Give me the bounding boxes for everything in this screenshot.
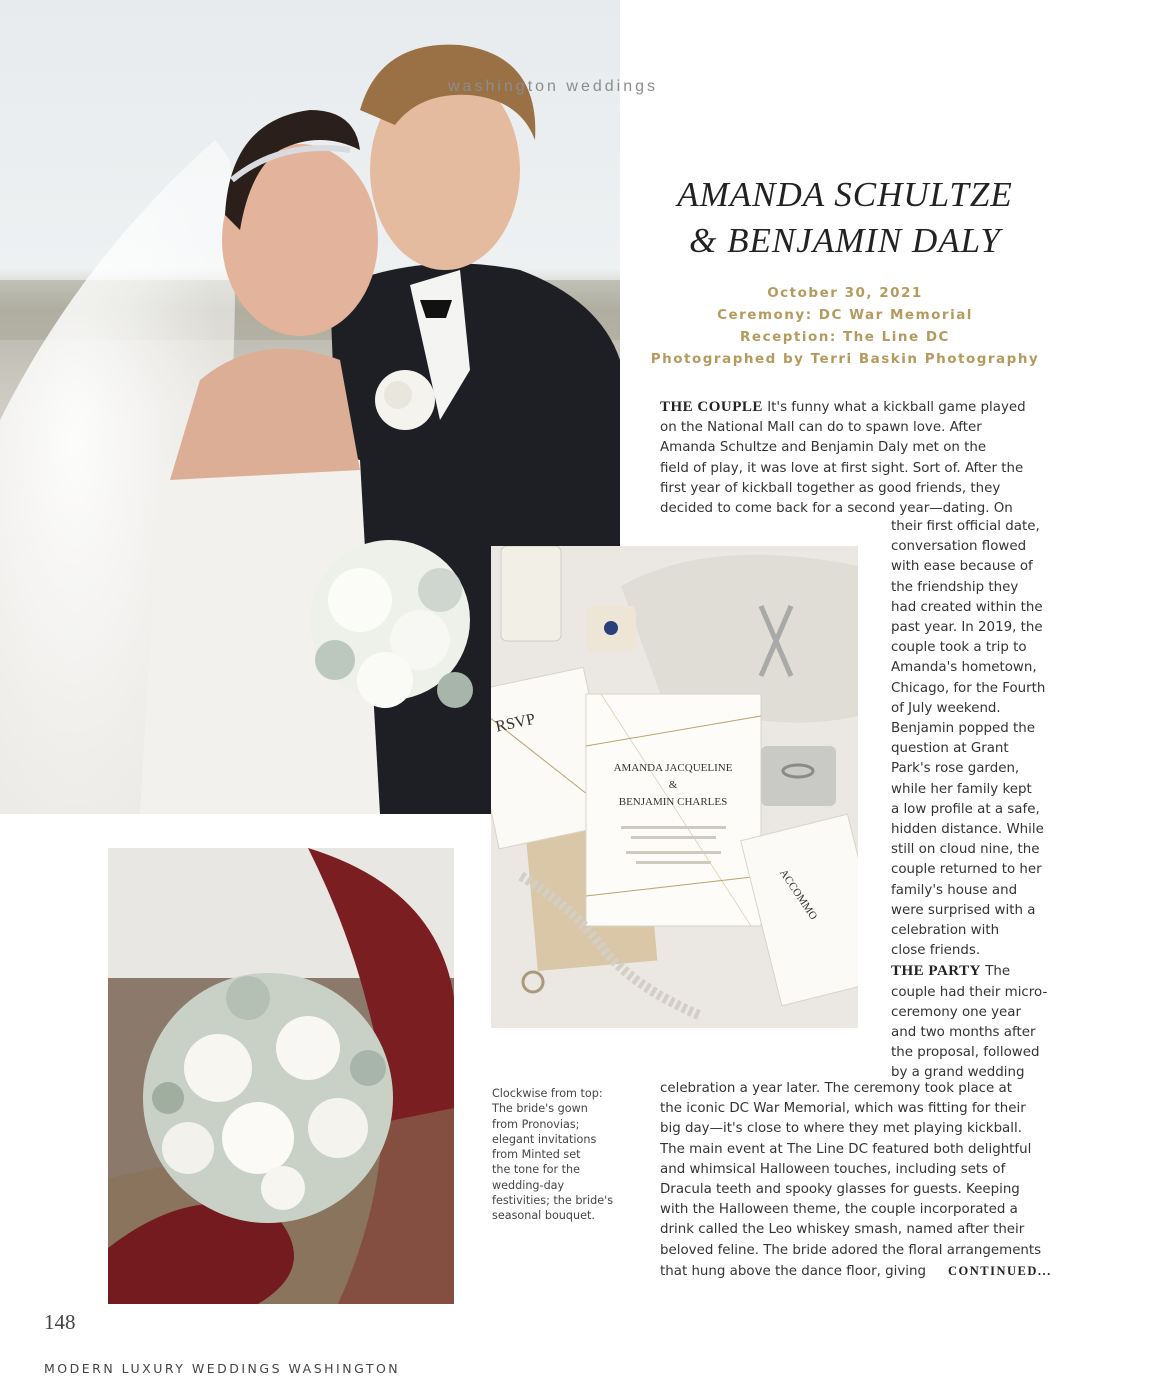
body-column-top: [660, 397, 1026, 519]
body-line: The main event at The Line DC featured both delightful: [660, 1141, 1032, 1157]
body-line: on the National Mall can do to spawn love. After: [660, 420, 982, 436]
body-line: were surprised with a: [891, 902, 1036, 918]
photo-caption: [492, 1086, 632, 1224]
caption-line: wedding-day: [492, 1178, 565, 1192]
invitation-flatlay-photo: [491, 546, 858, 1028]
body-line: past year. In 2019, the: [891, 620, 1043, 636]
body-line: their first official date,: [891, 519, 1040, 534]
body-line: conversation flowed: [891, 539, 1027, 555]
body-line: the proposal, followed: [891, 1045, 1040, 1061]
caption-line: elegant invitations: [492, 1132, 597, 1146]
caption-line: festivities; the bride's: [492, 1194, 614, 1208]
body-column-right: [891, 517, 1047, 1084]
body-line: Amanda Schultze and Benjamin Daly met on the: [660, 440, 987, 456]
body-line: with ease because of: [891, 559, 1033, 575]
body-line: celebration a year later. The ceremony took place at: [660, 1081, 1012, 1096]
flatlay-illustration: [491, 546, 858, 1028]
body-line: big day—it's close to where they met playing kickball.: [660, 1121, 1022, 1137]
couple-heading: THE COUPLE: [660, 399, 763, 415]
body-line: couple returned to her: [891, 862, 1042, 878]
accommodation-card-text: ACCOMMO: [777, 867, 820, 923]
body-line: first year of kickball together as good friends, they: [660, 480, 1001, 496]
bouquet-photo: [108, 848, 454, 1304]
body-line: of July weekend.: [891, 700, 1001, 716]
caption-line: from Minted set: [492, 1148, 581, 1162]
ceremony-venue: Ceremony: DC War Memorial: [717, 307, 973, 323]
title-line-2: & BENJAMIN DALY: [689, 221, 1001, 260]
article-title: [640, 172, 1050, 264]
body-line: Amanda's hometown,: [891, 660, 1037, 676]
body-line: field of play, it was love at first sight. Sort of. After the: [660, 460, 1024, 476]
body-line: by a grand wedding: [891, 1065, 1025, 1081]
body-line: while her family kept: [891, 781, 1032, 797]
body-line: question at Grant: [891, 741, 1009, 757]
body-line: the iconic DC War Memorial, which was fitting for their: [660, 1101, 1026, 1117]
party-heading: THE PARTY: [891, 963, 981, 980]
body-line: the friendship they: [891, 579, 1019, 595]
section-subtitle: washington weddings: [448, 78, 658, 95]
rsvp-text: RSVP: [494, 710, 537, 736]
caption-line: from Pronovias;: [492, 1117, 580, 1131]
wedding-date: October 30, 2021: [767, 285, 923, 301]
invite-ampersand: &: [668, 779, 678, 791]
body-line: with the Halloween theme, the couple incorporated a: [660, 1202, 1018, 1218]
body-line: a low profile at a safe,: [891, 801, 1040, 817]
caption-line: The bride's gown: [492, 1102, 588, 1116]
body-line: Benjamin popped the: [891, 721, 1036, 737]
body-line: Park's rose garden,: [891, 761, 1020, 777]
reception-venue: Reception: The Line DC: [740, 329, 950, 345]
body-line: close friends.: [891, 943, 981, 959]
photographer-credit: Photographed by Terri Baskin Photography: [650, 351, 1040, 367]
body-line: still on cloud nine, the: [891, 842, 1040, 858]
invite-name-1: AMANDA JACQUELINE: [613, 762, 733, 774]
body-line: THE PARTY The: [891, 963, 1011, 980]
publication-footer: MODERN LUXURY WEDDINGS WASHINGTON: [44, 1361, 401, 1376]
body-line: and two months after: [891, 1025, 1036, 1041]
body-line: beloved feline. The bride adored the floral arrangements: [660, 1242, 1042, 1258]
body-line: decided to come back for a second year—dating. On: [660, 501, 1013, 517]
bouquet-illustration: [108, 848, 454, 1304]
body-line: ceremony one year: [891, 1004, 1022, 1020]
body-line: that hung above the dance floor, giving CONTINUED...: [660, 1263, 1052, 1279]
invite-name-2: BENJAMIN CHARLES: [618, 796, 728, 808]
body-line: Dracula teeth and spooky glasses for guests. Keeping: [660, 1182, 1020, 1198]
caption-line: seasonal bouquet.: [492, 1209, 595, 1223]
body-line: drink called the Leo whiskey smash, named after their: [660, 1222, 1025, 1238]
page-number: 148: [44, 1310, 76, 1334]
caption-line: the tone for the: [492, 1163, 580, 1177]
title-line-1: AMANDA SCHULTZE: [677, 175, 1013, 214]
caption-line: Clockwise from top:: [492, 1087, 603, 1100]
body-line: couple took a trip to: [891, 640, 1027, 656]
body-line: family's house and: [891, 882, 1018, 898]
body-line: Chicago, for the Fourth: [891, 680, 1046, 696]
body-line: THE COUPLE It's funny what a kickball game played: [660, 399, 1026, 415]
body-line: celebration with: [891, 923, 1000, 939]
event-details: [640, 282, 1050, 370]
body-line: had created within the: [891, 599, 1043, 615]
body-line: couple had their micro-: [891, 984, 1048, 1000]
continued-marker: CONTINUED...: [947, 1263, 1052, 1278]
body-line: and whimsical Halloween touches, including sets of: [660, 1161, 1006, 1177]
body-line: hidden distance. While: [891, 822, 1044, 838]
body-column-bottom: [660, 1079, 1052, 1282]
